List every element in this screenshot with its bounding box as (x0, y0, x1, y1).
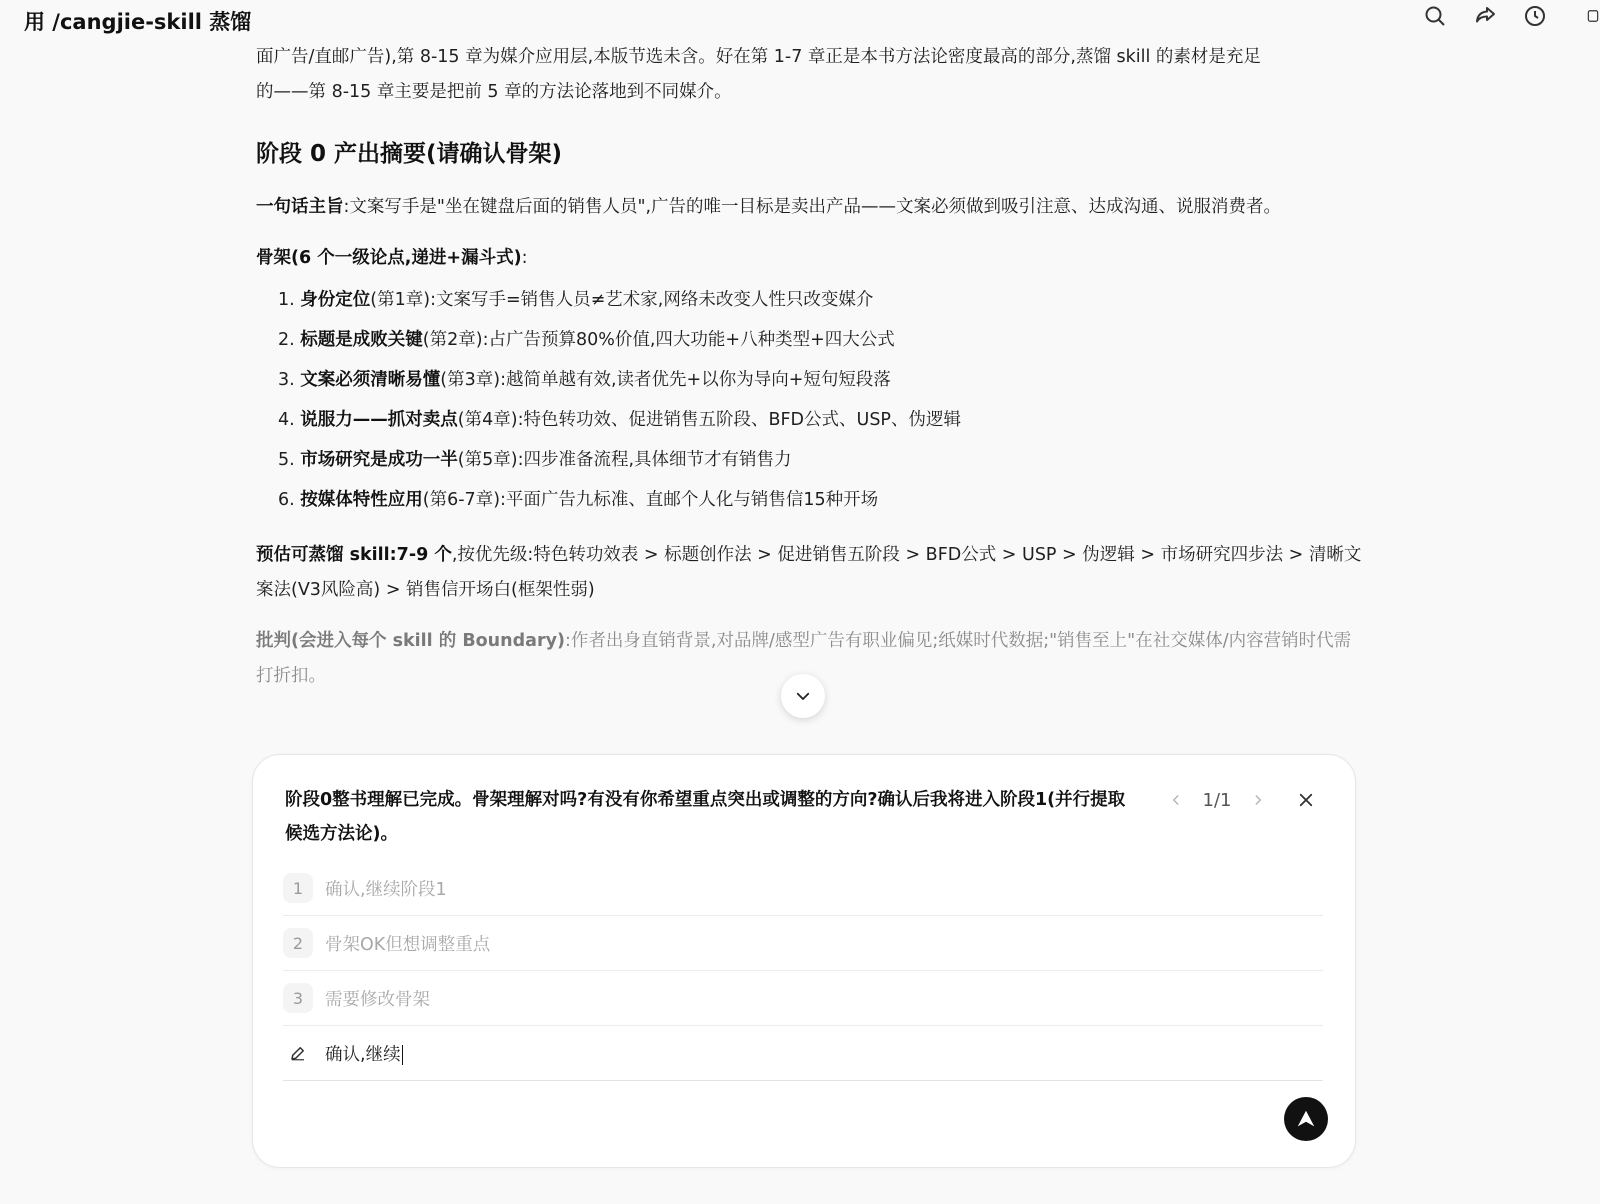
list-item-title: 市场研究是成功一半 (300, 450, 458, 470)
list-item (256, 360, 1366, 400)
pager-count: 1/1 (1202, 789, 1232, 811)
history-button[interactable] (1510, 2, 1560, 30)
thesis-text: :文案写手是"坐在键盘后面的销售人员",广告的唯一目标是卖出产品——文案必须做到吸引注意、达成沟通、说服消费者。 (343, 197, 1282, 217)
search-button[interactable] (1410, 2, 1460, 30)
message-content (256, 44, 1366, 694)
list-item (256, 320, 1366, 360)
question-panel (252, 754, 1356, 1168)
custom-answer-value: 确认,继续 (325, 1044, 401, 1065)
list-item (256, 280, 1366, 320)
list-item-text: (第3章):越简单越有效,读者优先+以你为导向+短句短段落 (440, 370, 891, 390)
list-item-text: (第6-7章):平面广告九标准、直邮个人化与销售信15种开场 (422, 490, 879, 510)
critique-text: :作者出身直销背景,对品牌/感型广告有职业偏见;纸媒时代数据;"销售至上"在社交媒体/内容营销时代需打折扣。 (256, 631, 1352, 686)
skeleton-label: 骨架(6 个一级论点,递进+漏斗式) (256, 248, 522, 268)
close-button[interactable] (1291, 785, 1321, 815)
skeleton-heading (256, 241, 1366, 276)
chevron-right-icon (1251, 793, 1265, 807)
list-item-title: 身份定位 (300, 290, 371, 310)
list-item-text: (第1章):文案写手=销售人员≠艺术家,网络未改变人性只改变媒介 (370, 290, 874, 310)
option-label: 确认,继续阶段1 (325, 879, 447, 900)
chevron-left-icon (1169, 793, 1183, 807)
custom-answer-row[interactable] (283, 1026, 1323, 1081)
pencil-icon (283, 1044, 313, 1062)
text-caret (402, 1045, 403, 1065)
list-item (256, 480, 1366, 520)
send-button[interactable] (1284, 1097, 1328, 1141)
list-number: 6. (278, 490, 295, 510)
list-number: 4. (278, 410, 295, 430)
list-number: 1. (278, 290, 295, 310)
next-question-button[interactable] (1243, 793, 1273, 807)
top-toolbar (1410, 2, 1600, 30)
critique-label: 批判(会进入每个 skill 的 Boundary) (256, 631, 565, 651)
option-number: 1 (283, 873, 313, 903)
list-number: 5. (278, 450, 295, 470)
thesis-paragraph (256, 190, 1366, 225)
list-item-text: (第4章):特色转功效、促进销售五阶段、BFD公式、USP、伪逻辑 (457, 410, 961, 430)
estimate-label: 预估可蒸馏 skill:7-9 个 (256, 545, 452, 565)
send-arrow-icon (1295, 1108, 1317, 1130)
list-number: 2. (278, 330, 295, 350)
option-label: 需要修改骨架 (325, 989, 430, 1010)
chevron-down-icon (794, 687, 812, 705)
option-label: 骨架OK但想调整重点 (325, 934, 491, 955)
close-icon (1297, 791, 1315, 809)
intro-line-2: 的——第 8-15 章主要是把前 5 章的方法论落地到不同媒介。 (256, 82, 732, 102)
list-item-text: (第5章):四步准备流程,具体细节才有销售力 (457, 450, 792, 470)
search-icon (1423, 4, 1447, 28)
skeleton-list (256, 280, 1366, 520)
list-item-title: 说服力——抓对卖点 (300, 410, 458, 430)
list-item (256, 400, 1366, 440)
list-number: 3. (278, 370, 295, 390)
estimate-text: ,按优先级:特色转功效表 > 标题创作法 > 促进销售五阶段 > BFD公式 > USP > 伪逻辑 > 市场研究四步法 > 清晰文案法(V3风险高) > 销售信开场白(框架性弱) (256, 545, 1362, 600)
conversation-title: 用 /cangjie-skill 蒸馏 (24, 10, 252, 34)
estimate-paragraph (256, 538, 1366, 608)
list-item-title: 文案必须清晰易懂 (300, 370, 441, 390)
previous-question-button[interactable] (1161, 793, 1191, 807)
history-icon (1523, 4, 1547, 28)
section-heading: 阶段 0 产出摘要(请确认骨架) (256, 141, 563, 167)
answer-options (283, 861, 1323, 1081)
intro-line-1: 面广告/直邮广告),第 8-15 章为媒介应用层,本版节选未含。好在第 1-7 章正是本书方法论密度最高的部分,蒸馏 skill 的素材是充足 (256, 47, 1261, 67)
top-bar (0, 0, 1600, 36)
skeleton-colon: : (521, 248, 528, 268)
question-pager (1161, 785, 1273, 815)
option-item[interactable] (283, 916, 1323, 971)
option-number: 3 (283, 983, 313, 1013)
sidebar-toggle-button[interactable] (1560, 2, 1600, 30)
custom-answer-input[interactable] (325, 1041, 1225, 1066)
option-item[interactable] (283, 861, 1323, 916)
scroll-to-bottom-button[interactable] (781, 674, 825, 718)
share-button[interactable] (1460, 2, 1510, 30)
share-icon (1473, 4, 1497, 28)
list-item (256, 440, 1366, 480)
option-number: 2 (283, 928, 313, 958)
list-item-title: 标题是成败关键 (300, 330, 423, 350)
list-item-title: 按媒体特性应用 (300, 490, 423, 510)
list-item-text: (第2章):占广告预算80%价值,四大功能+八种类型+四大公式 (422, 330, 895, 350)
thesis-label: 一句话主旨 (256, 197, 344, 217)
question-text: 阶段0整书理解已完成。骨架理解对吗?有没有你希望重点突出或调整的方向?确认后我将进入阶段1(并行提取候选方法论)。 (285, 790, 1126, 844)
intro-paragraph (256, 44, 1366, 110)
sidebar-icon (1586, 4, 1600, 28)
option-item[interactable] (283, 971, 1323, 1026)
